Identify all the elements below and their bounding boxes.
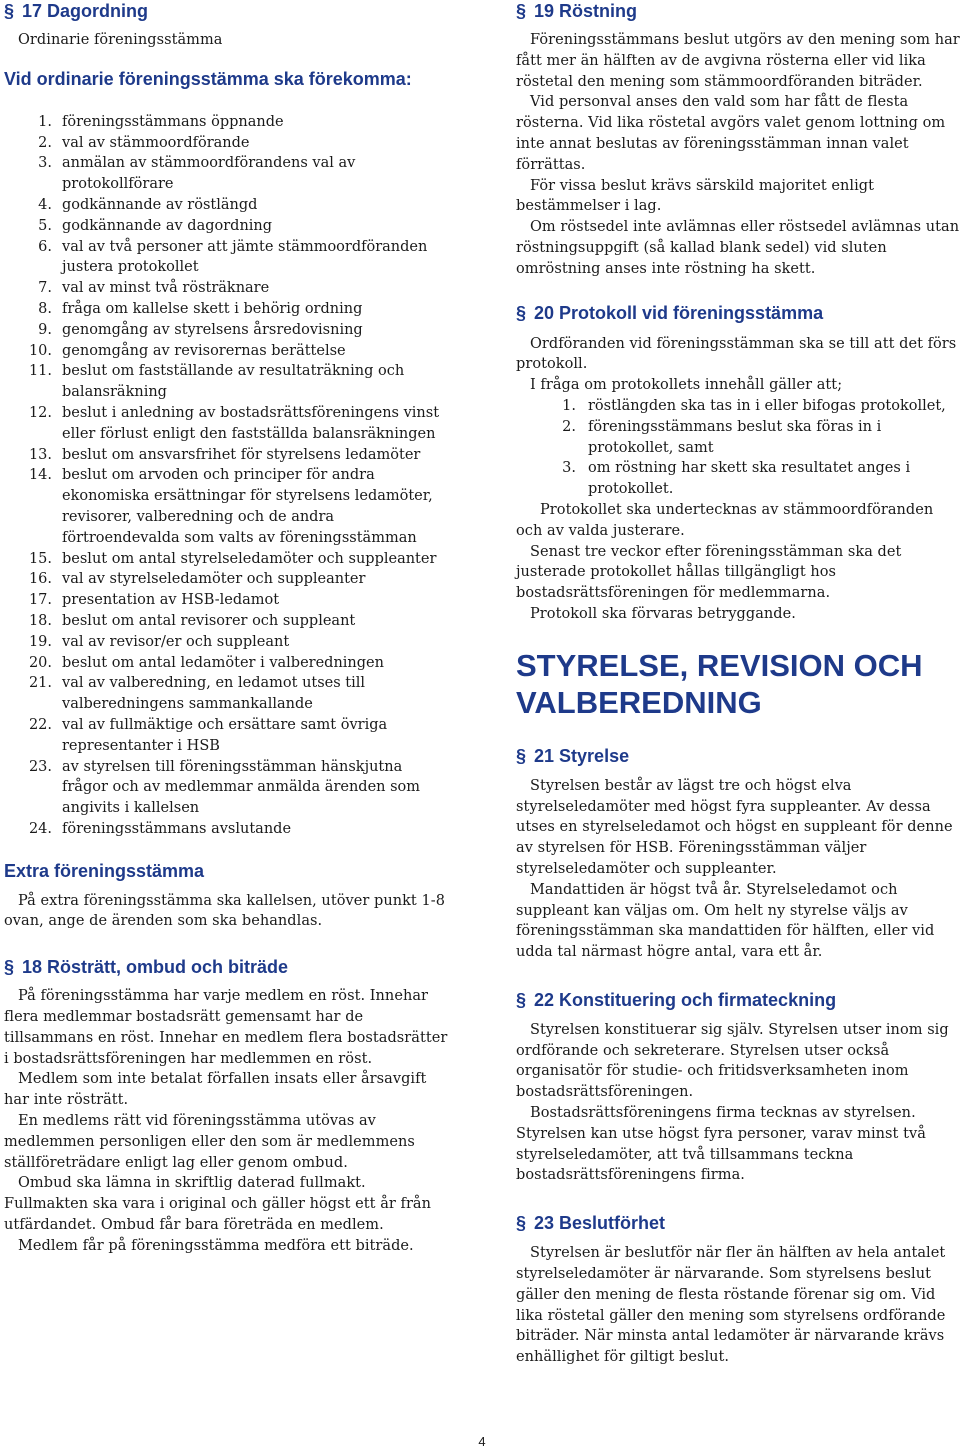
agenda-item xyxy=(4,611,450,632)
section-symbol-icon: § xyxy=(516,1213,527,1234)
protocol-item-text: föreningsstämmans beslut ska föras in i protokollet, samt xyxy=(588,418,882,456)
section-18-p2: Medlem som inte betalat förfallen insats eller årsavgift har inte rösträtt. xyxy=(4,1071,427,1109)
agenda-item-text: av styrelsen till föreningsstämman hänskjutna frågor och av medlemmar anmälda ärenden som angivits i kallelsen xyxy=(62,758,421,817)
left-column xyxy=(4,0,450,1257)
section-23-p1: Styrelsen är beslutför när fler än hälften av hela antalet styrelseledamöter är närvarande. Som styrelsens beslut gäller den mening de flesta röstande förenar sig om. Vid lika röstetal gäller den mening som styrelsens ordförande biträder. När minsta antal ledamöter är närvarande krävs enhällighet för giltigt beslut. xyxy=(516,1245,946,1366)
agenda-item-number: 23. xyxy=(28,758,52,775)
agenda-item-number: 18. xyxy=(28,612,52,629)
agenda-item xyxy=(4,361,450,403)
section-18-p5: Medlem får på föreningsstämma medföra ett biträde. xyxy=(18,1237,414,1254)
agenda-item xyxy=(4,549,450,570)
agenda-item xyxy=(4,653,450,674)
agenda-item xyxy=(4,133,450,154)
agenda-item xyxy=(4,153,450,195)
agenda-item-number: 21. xyxy=(28,675,52,692)
section-18-heading xyxy=(4,956,450,978)
agenda-item-text: genomgång av revisorernas berättelse xyxy=(62,342,346,359)
section-20-p5: Protokoll ska förvaras betryggande. xyxy=(530,605,796,622)
agenda-item-number: 4. xyxy=(38,196,52,213)
protocol-item xyxy=(516,396,960,417)
agenda-item-text: föreningsstämmans öppnande xyxy=(62,113,284,130)
section-symbol-icon: § xyxy=(4,957,15,978)
protocol-list xyxy=(516,396,960,500)
agenda-item-number: 20. xyxy=(28,654,52,671)
agenda-item-number: 1. xyxy=(38,113,52,130)
agenda-item xyxy=(4,195,450,216)
section-19-p2: Vid personval anses den vald som har fått de flesta rösterna. Vid lika röstetal avgörs valet genom lottning om inte annat beslutas av föreningsstämman innan valet förrättas. xyxy=(516,94,946,173)
section-22-heading xyxy=(516,989,960,1011)
section-symbol-icon: § xyxy=(516,989,527,1010)
agenda-item-text: val av minst två rösträknare xyxy=(62,280,270,297)
section-20-heading xyxy=(516,302,960,324)
agenda-item xyxy=(4,715,450,757)
agenda-item-text: val av fullmäktige och ersättare samt övriga representanter i HSB xyxy=(62,716,388,754)
agenda-item xyxy=(4,757,450,819)
section-18-p3: En medlems rätt vid föreningsstämma utövas av medlemmen personligen eller den som är medlemmens ställföreträdare enligt lag eller genom ombud. xyxy=(4,1113,415,1171)
agenda-item-text: beslut om fastställande av resultaträkning och balansräkning xyxy=(62,363,405,401)
agenda-item-text: föreningsstämmans avslutande xyxy=(62,820,292,837)
section-symbol-icon: § xyxy=(516,302,527,323)
section-20-p2: I fråga om protokollets innehåll gäller att; xyxy=(530,377,843,394)
agenda-item-number: 5. xyxy=(38,217,52,234)
section-20-title: 20 Protokoll vid föreningsstämma xyxy=(534,302,824,323)
agenda-item-number: 15. xyxy=(28,550,52,567)
section-20-p4: Senast tre veckor efter föreningsstämman ska det justerade protokollet hållas tillgängligt hos bostadsrättsföreningen för medlemmarna. xyxy=(516,543,902,602)
agenda-item-text: beslut om antal ledamöter i valberedningen xyxy=(62,654,384,671)
section-22-p2: Bostadsrättsföreningens firma tecknas av styrelsen. Styrelsen kan utse högst fyra personer, varav minst två styrelseledamöter, att två tillsammans teckna bostadsrättsföreningens firma. xyxy=(516,1105,926,1184)
agenda-item-text: godkännande av röstlängd xyxy=(62,196,258,213)
agenda-item xyxy=(4,112,450,133)
agenda-item-number: 7. xyxy=(38,280,52,297)
agenda-item xyxy=(4,320,450,341)
agenda-list xyxy=(4,112,450,840)
agenda-item-number: 8. xyxy=(38,300,52,317)
protocol-item-text: röstlängden ska tas in i eller bifogas protokollet, xyxy=(588,397,946,414)
agenda-item-text: val av revisor/er och suppleant xyxy=(62,633,290,650)
agenda-item-number: 14. xyxy=(28,467,52,484)
agenda-item xyxy=(4,403,450,445)
agenda-item-number: 6. xyxy=(38,238,52,255)
agenda-item-text: beslut om ansvarsfrihet för styrelsens ledamöter xyxy=(62,446,421,463)
agenda-item xyxy=(4,819,450,840)
protocol-item-number: 3. xyxy=(562,460,576,477)
section-17-title: 17 Dagordning xyxy=(22,1,149,21)
agenda-item xyxy=(4,216,450,237)
section-19-p1: Föreningsstämmans beslut utgörs av den mening som har fått mer än hälften av de avgivna rösterna eller vid lika röstetal den mening som stämmoordföranden biträder. xyxy=(516,32,960,90)
agenda-item-text: genomgång av styrelsens årsredovisning xyxy=(62,321,363,338)
agenda-item xyxy=(4,299,450,320)
agenda-heading: Vid ordinarie föreningsstämma ska förekomma: xyxy=(4,68,412,89)
agenda-item-text: beslut om antal styrelseledamöter och suppleanter xyxy=(62,550,437,567)
section-19-p4: Om röstsedel inte avlämnas eller röstsedel avlämnas utan röstningsuppgift (så kallad blank sedel) vid sluten omröstning anses inte röstning ha skett. xyxy=(516,219,960,277)
agenda-item-text: val av valberedning, en ledamot utses till valberedningens sammankallande xyxy=(62,675,366,713)
protocol-item-text: om röstning har skett ska resultatet anges i protokollet. xyxy=(588,460,911,498)
section-22-p1: Styrelsen konstituerar sig själv. Styrelsen utser inom sig ordförande och sekreterare. Styrelsen utser också organisatör för studie- och fritidsverksamheten inom bostadsrättsföreningen. xyxy=(516,1021,949,1101)
agenda-item-text: val av stämmoordförande xyxy=(62,134,250,151)
extra-meeting-text: På extra föreningsstämma ska kallelsen, utöver punkt 1-8 ovan, ange de ärenden som ska behandlas. xyxy=(4,892,445,930)
section-19-heading xyxy=(516,0,960,22)
section-23-title: 23 Beslutförhet xyxy=(534,1213,666,1234)
agenda-item-number: 13. xyxy=(28,446,52,463)
agenda-item xyxy=(4,632,450,653)
agenda-item-number: 22. xyxy=(28,716,52,733)
agenda-item-number: 10. xyxy=(28,342,52,359)
agenda-item-number: 11. xyxy=(28,363,52,380)
section-21-p2: Mandattiden är högst två år. Styrelseledamot och suppleant kan väljas om. Om helt ny styrelse väljs av föreningsstämman ska mandattiden för hälften, eller vid udda tal närmast högre antal, vara ett år. xyxy=(516,881,935,961)
section-20-p3: Protokollet ska undertecknas av stämmoordföranden och av valda justerare. xyxy=(516,501,934,539)
section-18-p4: Ombud ska lämna in skriftlig daterad fullmakt. Fullmakten ska vara i original och gäller högst ett år från utfärdandet. Ombud får bara företräda en medlem. xyxy=(4,1175,432,1234)
agenda-item-number: 2. xyxy=(38,134,52,151)
agenda-item xyxy=(4,673,450,715)
page-number: 4 xyxy=(478,1434,486,1449)
agenda-item-number: 17. xyxy=(28,592,52,609)
section-17-heading xyxy=(4,0,450,22)
section-19-title: 19 Röstning xyxy=(534,1,638,21)
protocol-item xyxy=(516,417,960,459)
agenda-item-text: fråga om kallelse skett i behörig ordning xyxy=(62,300,363,317)
agenda-item-text: godkännande av dagordning xyxy=(62,217,273,234)
protocol-item-number: 1. xyxy=(562,397,576,414)
agenda-item xyxy=(4,278,450,299)
section-20-p1: Ordföranden vid föreningsstämman ska se till att det förs protokoll. xyxy=(516,335,957,373)
agenda-item-text: presentation av HSB-ledamot xyxy=(62,592,280,609)
agenda-item-text: beslut om arvoden och principer för andra ekonomiska ersättningar för styrelsens ledamöter, revisorer, valberedning och de andra förtroendevalda som valts av föreningsstämman xyxy=(62,467,433,546)
agenda-item-number: 24. xyxy=(28,820,52,837)
section-symbol-icon: § xyxy=(516,745,527,766)
agenda-item-number: 19. xyxy=(28,633,52,650)
section-21-title: 21 Styrelse xyxy=(534,745,630,766)
agenda-item-text: val av två personer att jämte stämmoordföranden justera protokollet xyxy=(62,238,428,276)
agenda-item-text: beslut i anledning av bostadsrättsföreningens vinst eller förlust enligt den fastställda balansräkningen xyxy=(62,404,440,442)
agenda-item-number: 12. xyxy=(28,404,52,421)
section-symbol-icon: § xyxy=(4,1,15,21)
agenda-item xyxy=(4,465,450,548)
extra-meeting-heading: Extra föreningsstämma xyxy=(4,860,205,881)
section-21-heading xyxy=(516,745,960,767)
agenda-item-text: anmälan av stämmoordförandens val av protokollförare xyxy=(62,155,356,193)
protocol-item-number: 2. xyxy=(562,418,576,435)
agenda-item-number: 16. xyxy=(28,571,52,588)
section-18-p1: På föreningsstämma har varje medlem en röst. Innehar flera medlemmar bostadsrätt gemensamt har de tillsammans en röst. Innehar en medlem flera bostadsrätter i bostadsrättsföreningen har medlemmen en röst. xyxy=(4,988,448,1067)
agenda-item-text: beslut om antal revisorer och suppleant xyxy=(62,612,356,629)
agenda-item-number: 9. xyxy=(38,321,52,338)
agenda-item-text: val av styrelseledamöter och suppleanter xyxy=(62,571,366,588)
agenda-item xyxy=(4,590,450,611)
section-symbol-icon: § xyxy=(516,1,527,21)
section-19-p3: För vissa beslut krävs särskild majoritet enligt bestämmelser i lag. xyxy=(516,177,874,215)
section-23-heading xyxy=(516,1212,960,1234)
section-21-p1: Styrelsen består av lägst tre och högst elva styrelseledamöter med högst fyra suppleanter. Av dessa utses en styrelseledamot och högst en suppleant för denne av styrelsen för HSB. Föreningsstämman väljer styrelseledamöter och suppleanter. xyxy=(516,777,953,877)
agenda-item xyxy=(4,445,450,466)
section-22-title: 22 Konstituering och firmateckning xyxy=(534,989,837,1010)
right-column xyxy=(516,0,960,1368)
chapter-heading: STYRELSE, REVISION OCH VALBEREDNING xyxy=(516,647,923,720)
agenda-item xyxy=(4,237,450,279)
agenda-item xyxy=(4,569,450,590)
agenda-item xyxy=(4,341,450,362)
section-17-intro: Ordinarie föreningsstämma xyxy=(18,32,223,48)
agenda-item-number: 3. xyxy=(38,155,52,172)
protocol-item xyxy=(516,458,960,500)
section-18-title: 18 Rösträtt, ombud och biträde xyxy=(22,957,289,978)
